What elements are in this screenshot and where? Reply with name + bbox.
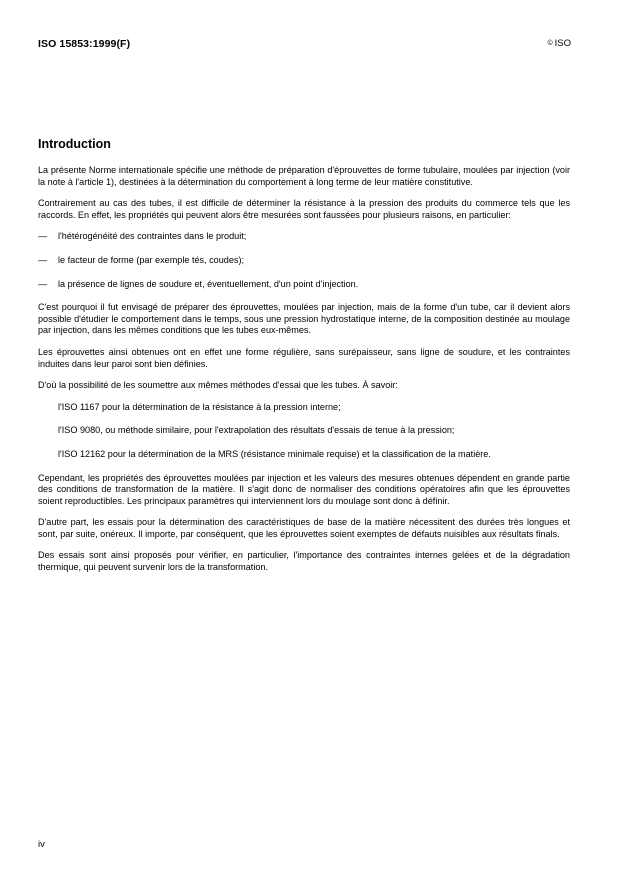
paragraph-tests: Des essais sont ainsi proposés pour vérifier, en particulier, l'importance des contraintes internes gelées et de la dégradation thermique, qui peuvent survenir lors de la transformation. — [38, 550, 570, 573]
section-title: Introduction — [38, 137, 111, 151]
section-body — [38, 137, 570, 584]
standard-reference-item: l'ISO 1167 pour la détermination de la résistance à la pression interne; — [58, 401, 341, 412]
paragraph-context: Contrairement au cas des tubes, il est difficile de déterminer la résistance à la pression des produits du commerce tels que les raccords. En effet, les propriétés qui peuvent alors être mesurées sont faussées pour plusieurs raisons, en particulier: — [38, 198, 570, 220]
paragraph-methods: D'où la possibilité de les soumettre aux mêmes méthodes d'essai que les tubes. À savoir: — [38, 380, 398, 391]
copyright-notice — [547, 38, 571, 49]
paragraph-specimens: Les éprouvettes ainsi obtenues ont en effet une forme régulière, sans surépaisseur, sans ligne de soudure, et les contraintes induites dans leur paroi sont bien définies. — [38, 346, 570, 369]
standard-reference-item: l'ISO 9080, ou méthode similaire, pour l'extrapolation des résultats d'essais de tenue à la pression; — [58, 425, 455, 436]
dash-bullet: — — [38, 231, 48, 242]
document-id: ISO 15853:1999(F) — [38, 38, 131, 50]
dash-bullet: — — [38, 278, 48, 289]
paragraph-duration: D'autre part, les essais pour la détermination des caractéristiques de base de la matière nécessitent des durées très longues et sont, par suite, onéreux. Il importe, par conséquent, que les éprouvettes soient exemptes de défauts nuisibles aux résultats finals. — [38, 517, 570, 539]
list-item — [38, 231, 570, 243]
paragraph-conditions: Cependant, les propriétés des éprouvettes moulées par injection et les valeurs des mesures obtenues dépendent en grande partie des conditions de transformation de la matière. Il s'agit donc de normaliser des conditions opératoires afin que les éprouvettes soient reproductibles. Les principaux paramètres qui interviennent lors du moulage sont donc à définir. — [38, 472, 570, 506]
paragraph-scope: La présente Norme internationale spécifie une méthode de préparation d'éprouvettes de forme tubulaire, moulées par injection (voir la note à l'article 1), destinées à la détermination du comportement à long terme de leur matière constitutive. — [38, 165, 570, 187]
list-item-text: la présence de lignes de soudure et, éventuellement, d'un point d'injection. — [58, 278, 359, 289]
standard-reference-item: l'ISO 12162 pour la détermination de la MRS (résistance minimale requise) et la classification de la matière. — [58, 448, 491, 459]
list-item — [38, 255, 570, 267]
list-item-text: l'hétérogénéité des contraintes dans le produit; — [58, 231, 247, 242]
paragraph-rationale: C'est pourquoi il fut envisagé de préparer des éprouvettes, moulées par injection, mais de la forme d'un tube, car il devient alors possible d'étudier le comportement dans le temps, sous une pression hydrostatique interne, de la composition destinée au moulage par injection, dans les mêmes conditions que les tubes eux-mêmes. — [38, 302, 570, 336]
page-number: iv — [38, 839, 45, 850]
list-item — [38, 279, 570, 291]
copyright-symbol: © — [547, 40, 553, 47]
list-item-text: le facteur de forme (par exemple tés, coudes); — [58, 254, 245, 265]
copyright-org: ISO — [554, 38, 571, 49]
dash-bullet: — — [38, 254, 48, 265]
